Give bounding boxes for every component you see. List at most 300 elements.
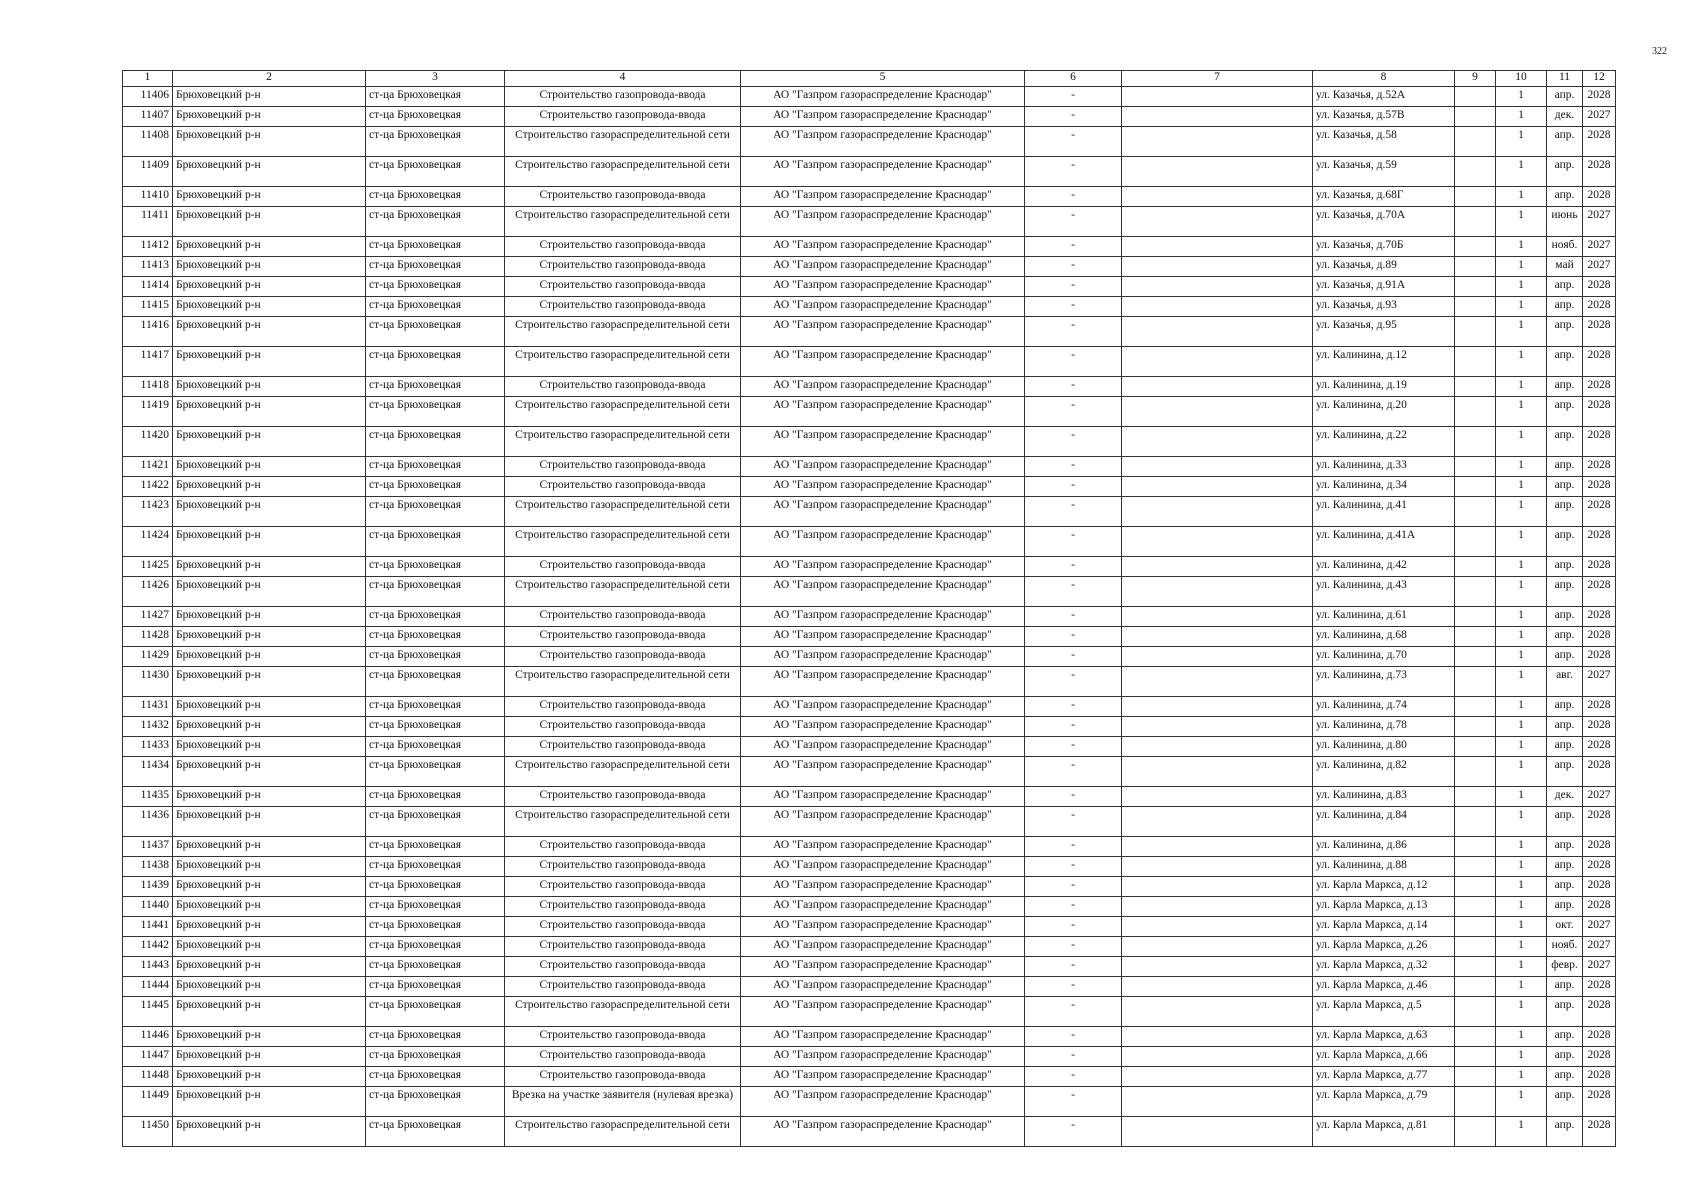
year-cell: 2028 <box>1583 377 1616 397</box>
district-cell: Брюховецкий р-н <box>173 107 366 127</box>
column-9-cell <box>1455 497 1496 527</box>
organization-cell: АО "Газпром газораспределение Краснодар" <box>741 757 1025 787</box>
year-cell: 2028 <box>1583 697 1616 717</box>
settlement-cell: ст-ца Брюховецкая <box>366 917 505 937</box>
quantity-cell: 1 <box>1496 87 1547 107</box>
district-cell: Брюховецкий р-н <box>173 897 366 917</box>
district-cell: Брюховецкий р-н <box>173 157 366 187</box>
organization-cell: АО "Газпром газораспределение Краснодар" <box>741 607 1025 627</box>
column-7-cell <box>1122 317 1313 347</box>
address-cell: ул. Казачья, д.57В <box>1313 107 1455 127</box>
row-number-cell: 11439 <box>123 877 173 897</box>
column-7-cell <box>1122 1087 1313 1117</box>
organization-cell: АО "Газпром газораспределение Краснодар" <box>741 207 1025 237</box>
column-6-cell: - <box>1025 457 1122 477</box>
work-type-cell: Строительство газораспределительной сети <box>505 317 741 347</box>
column-header: 7 <box>1122 71 1313 87</box>
row-number-cell: 11450 <box>123 1117 173 1147</box>
column-6-cell: - <box>1025 187 1122 207</box>
organization-cell: АО "Газпром газораспределение Краснодар" <box>741 427 1025 457</box>
register-table <box>122 70 1616 1147</box>
month-cell: апр. <box>1547 737 1583 757</box>
organization-cell: АО "Газпром газораспределение Краснодар" <box>741 697 1025 717</box>
year-cell: 2027 <box>1583 207 1616 237</box>
column-7-cell <box>1122 277 1313 297</box>
district-cell: Брюховецкий р-н <box>173 957 366 977</box>
quantity-cell: 1 <box>1496 1047 1547 1067</box>
settlement-cell: ст-ца Брюховецкая <box>366 277 505 297</box>
column-9-cell <box>1455 477 1496 497</box>
column-9-cell <box>1455 607 1496 627</box>
column-9-cell <box>1455 937 1496 957</box>
column-7-cell <box>1122 377 1313 397</box>
column-7-cell <box>1122 1067 1313 1087</box>
district-cell: Брюховецкий р-н <box>173 477 366 497</box>
column-9-cell <box>1455 87 1496 107</box>
column-6-cell: - <box>1025 717 1122 737</box>
settlement-cell: ст-ца Брюховецкая <box>366 577 505 607</box>
year-cell: 2028 <box>1583 577 1616 607</box>
settlement-cell: ст-ца Брюховецкая <box>366 897 505 917</box>
settlement-cell: ст-ца Брюховецкая <box>366 527 505 557</box>
settlement-cell: ст-ца Брюховецкая <box>366 187 505 207</box>
column-7-cell <box>1122 857 1313 877</box>
organization-cell: АО "Газпром газораспределение Краснодар" <box>741 187 1025 207</box>
district-cell: Брюховецкий р-н <box>173 497 366 527</box>
address-cell: ул. Карла Маркса, д.66 <box>1313 1047 1455 1067</box>
month-cell: апр. <box>1547 187 1583 207</box>
month-cell: апр. <box>1547 477 1583 497</box>
address-cell: ул. Калинина, д.19 <box>1313 377 1455 397</box>
district-cell: Брюховецкий р-н <box>173 717 366 737</box>
quantity-cell: 1 <box>1496 317 1547 347</box>
work-type-cell: Строительство газопровода-ввода <box>505 607 741 627</box>
settlement-cell: ст-ца Брюховецкая <box>366 1047 505 1067</box>
column-7-cell <box>1122 787 1313 807</box>
organization-cell: АО "Газпром газораспределение Краснодар" <box>741 937 1025 957</box>
table-row <box>123 557 1616 577</box>
organization-cell: АО "Газпром газораспределение Краснодар" <box>741 1047 1025 1067</box>
column-7-cell <box>1122 1117 1313 1147</box>
quantity-cell: 1 <box>1496 877 1547 897</box>
settlement-cell: ст-ца Брюховецкая <box>366 607 505 627</box>
address-cell: ул. Казачья, д.70Б <box>1313 237 1455 257</box>
address-cell: ул. Казачья, д.68Г <box>1313 187 1455 207</box>
work-type-cell: Врезка на участке заявителя (нулевая врезка) <box>505 1087 741 1117</box>
month-cell: апр. <box>1547 127 1583 157</box>
settlement-cell: ст-ца Брюховецкая <box>366 997 505 1027</box>
column-7-cell <box>1122 257 1313 277</box>
table-row <box>123 497 1616 527</box>
organization-cell: АО "Газпром газораспределение Краснодар" <box>741 477 1025 497</box>
column-7-cell <box>1122 897 1313 917</box>
district-cell: Брюховецкий р-н <box>173 457 366 477</box>
row-number-cell: 11413 <box>123 257 173 277</box>
settlement-cell: ст-ца Брюховецкая <box>366 157 505 187</box>
address-cell: ул. Карла Маркса, д.77 <box>1313 1067 1455 1087</box>
column-6-cell: - <box>1025 87 1122 107</box>
address-cell: ул. Карла Маркса, д.81 <box>1313 1117 1455 1147</box>
district-cell: Брюховецкий р-н <box>173 877 366 897</box>
quantity-cell: 1 <box>1496 127 1547 157</box>
table-row <box>123 577 1616 607</box>
year-cell: 2027 <box>1583 787 1616 807</box>
column-7-cell <box>1122 527 1313 557</box>
address-cell: ул. Карла Маркса, д.79 <box>1313 1087 1455 1117</box>
work-type-cell: Строительство газопровода-ввода <box>505 1027 741 1047</box>
table-row <box>123 427 1616 457</box>
year-cell: 2028 <box>1583 477 1616 497</box>
work-type-cell: Строительство газопровода-ввода <box>505 837 741 857</box>
organization-cell: АО "Газпром газораспределение Краснодар" <box>741 977 1025 997</box>
column-6-cell: - <box>1025 377 1122 397</box>
column-9-cell <box>1455 317 1496 347</box>
column-9-cell <box>1455 457 1496 477</box>
column-9-cell <box>1455 897 1496 917</box>
column-9-cell <box>1455 277 1496 297</box>
address-cell: ул. Карла Маркса, д.32 <box>1313 957 1455 977</box>
work-type-cell: Строительство газопровода-ввода <box>505 977 741 997</box>
work-type-cell: Строительство газораспределительной сети <box>505 127 741 157</box>
row-number-cell: 11417 <box>123 347 173 377</box>
work-type-cell: Строительство газопровода-ввода <box>505 787 741 807</box>
address-cell: ул. Калинина, д.43 <box>1313 577 1455 607</box>
table-row <box>123 347 1616 377</box>
row-number-cell: 11434 <box>123 757 173 787</box>
table-row <box>123 897 1616 917</box>
table-row <box>123 977 1616 997</box>
year-cell: 2028 <box>1583 607 1616 627</box>
work-type-cell: Строительство газопровода-ввода <box>505 897 741 917</box>
row-number-cell: 11437 <box>123 837 173 857</box>
column-6-cell: - <box>1025 557 1122 577</box>
address-cell: ул. Калинина, д.41А <box>1313 527 1455 557</box>
row-number-cell: 11411 <box>123 207 173 237</box>
row-number-cell: 11410 <box>123 187 173 207</box>
month-cell: май <box>1547 257 1583 277</box>
district-cell: Брюховецкий р-н <box>173 757 366 787</box>
row-number-cell: 11425 <box>123 557 173 577</box>
column-9-cell <box>1455 427 1496 457</box>
year-cell: 2027 <box>1583 917 1616 937</box>
column-6-cell: - <box>1025 1087 1122 1117</box>
organization-cell: АО "Газпром газораспределение Краснодар" <box>741 347 1025 377</box>
quantity-cell: 1 <box>1496 997 1547 1027</box>
work-type-cell: Строительство газопровода-ввода <box>505 297 741 317</box>
quantity-cell: 1 <box>1496 237 1547 257</box>
work-type-cell: Строительство газопровода-ввода <box>505 737 741 757</box>
row-number-cell: 11412 <box>123 237 173 257</box>
year-cell: 2028 <box>1583 557 1616 577</box>
year-cell: 2028 <box>1583 877 1616 897</box>
district-cell: Брюховецкий р-н <box>173 787 366 807</box>
column-9-cell <box>1455 527 1496 557</box>
month-cell: апр. <box>1547 457 1583 477</box>
address-cell: ул. Карла Маркса, д.46 <box>1313 977 1455 997</box>
settlement-cell: ст-ца Брюховецкая <box>366 297 505 317</box>
month-cell: апр. <box>1547 157 1583 187</box>
column-9-cell <box>1455 717 1496 737</box>
address-cell: ул. Калинина, д.73 <box>1313 667 1455 697</box>
year-cell: 2028 <box>1583 737 1616 757</box>
settlement-cell: ст-ца Брюховецкая <box>366 977 505 997</box>
column-6-cell: - <box>1025 937 1122 957</box>
column-6-cell: - <box>1025 1027 1122 1047</box>
address-cell: ул. Калинина, д.82 <box>1313 757 1455 787</box>
quantity-cell: 1 <box>1496 667 1547 697</box>
column-6-cell: - <box>1025 237 1122 257</box>
address-cell: ул. Калинина, д.68 <box>1313 627 1455 647</box>
column-7-cell <box>1122 157 1313 187</box>
month-cell: апр. <box>1547 627 1583 647</box>
year-cell: 2028 <box>1583 807 1616 837</box>
column-6-cell: - <box>1025 277 1122 297</box>
organization-cell: АО "Газпром газораспределение Краснодар" <box>741 717 1025 737</box>
work-type-cell: Строительство газопровода-ввода <box>505 257 741 277</box>
district-cell: Брюховецкий р-н <box>173 557 366 577</box>
settlement-cell: ст-ца Брюховецкая <box>366 557 505 577</box>
month-cell: нояб. <box>1547 937 1583 957</box>
work-type-cell: Строительство газопровода-ввода <box>505 697 741 717</box>
settlement-cell: ст-ца Брюховецкая <box>366 757 505 787</box>
row-number-cell: 11422 <box>123 477 173 497</box>
month-cell: апр. <box>1547 697 1583 717</box>
settlement-cell: ст-ца Брюховецкая <box>366 397 505 427</box>
table-row <box>123 277 1616 297</box>
organization-cell: АО "Газпром газораспределение Краснодар" <box>741 897 1025 917</box>
settlement-cell: ст-ца Брюховецкая <box>366 497 505 527</box>
column-7-cell <box>1122 937 1313 957</box>
column-7-cell <box>1122 187 1313 207</box>
year-cell: 2028 <box>1583 87 1616 107</box>
district-cell: Брюховецкий р-н <box>173 647 366 667</box>
district-cell: Брюховецкий р-н <box>173 837 366 857</box>
column-header: 6 <box>1025 71 1122 87</box>
month-cell: апр. <box>1547 397 1583 427</box>
quantity-cell: 1 <box>1496 1027 1547 1047</box>
table-row <box>123 807 1616 837</box>
work-type-cell: Строительство газораспределительной сети <box>505 527 741 557</box>
month-cell: апр. <box>1547 757 1583 787</box>
organization-cell: АО "Газпром газораспределение Краснодар" <box>741 667 1025 697</box>
column-9-cell <box>1455 157 1496 187</box>
work-type-cell: Строительство газораспределительной сети <box>505 807 741 837</box>
organization-cell: АО "Газпром газораспределение Краснодар" <box>741 527 1025 557</box>
work-type-cell: Строительство газораспределительной сети <box>505 577 741 607</box>
address-cell: ул. Карла Маркса, д.26 <box>1313 937 1455 957</box>
row-number-cell: 11447 <box>123 1047 173 1067</box>
work-type-cell: Строительство газопровода-ввода <box>505 957 741 977</box>
district-cell: Брюховецкий р-н <box>173 317 366 347</box>
district-cell: Брюховецкий р-н <box>173 1067 366 1087</box>
year-cell: 2028 <box>1583 977 1616 997</box>
organization-cell: АО "Газпром газораспределение Краснодар" <box>741 557 1025 577</box>
table-row <box>123 187 1616 207</box>
settlement-cell: ст-ца Брюховецкая <box>366 1087 505 1117</box>
address-cell: ул. Калинина, д.70 <box>1313 647 1455 667</box>
organization-cell: АО "Газпром газораспределение Краснодар" <box>741 107 1025 127</box>
column-9-cell <box>1455 877 1496 897</box>
table-row <box>123 317 1616 347</box>
column-header: 2 <box>173 71 366 87</box>
row-number-cell: 11407 <box>123 107 173 127</box>
month-cell: апр. <box>1547 497 1583 527</box>
year-cell: 2027 <box>1583 257 1616 277</box>
column-7-cell <box>1122 497 1313 527</box>
column-7-cell <box>1122 647 1313 667</box>
table-row <box>123 457 1616 477</box>
district-cell: Брюховецкий р-н <box>173 917 366 937</box>
column-6-cell: - <box>1025 297 1122 317</box>
quantity-cell: 1 <box>1496 157 1547 187</box>
address-cell: ул. Калинина, д.61 <box>1313 607 1455 627</box>
column-9-cell <box>1455 257 1496 277</box>
address-cell: ул. Калинина, д.78 <box>1313 717 1455 737</box>
address-cell: ул. Калинина, д.20 <box>1313 397 1455 427</box>
year-cell: 2028 <box>1583 297 1616 317</box>
month-cell: апр. <box>1547 427 1583 457</box>
column-9-cell <box>1455 857 1496 877</box>
address-cell: ул. Карла Маркса, д.63 <box>1313 1027 1455 1047</box>
quantity-cell: 1 <box>1496 957 1547 977</box>
table-row <box>123 1027 1616 1047</box>
organization-cell: АО "Газпром газораспределение Краснодар" <box>741 377 1025 397</box>
month-cell: дек. <box>1547 787 1583 807</box>
table-row <box>123 527 1616 557</box>
district-cell: Брюховецкий р-н <box>173 977 366 997</box>
organization-cell: АО "Газпром газораспределение Краснодар" <box>741 857 1025 877</box>
table-row <box>123 127 1616 157</box>
row-number-cell: 11414 <box>123 277 173 297</box>
column-7-cell <box>1122 877 1313 897</box>
settlement-cell: ст-ца Брюховецкая <box>366 697 505 717</box>
month-cell: апр. <box>1547 1027 1583 1047</box>
column-9-cell <box>1455 667 1496 697</box>
district-cell: Брюховецкий р-н <box>173 207 366 237</box>
column-6-cell: - <box>1025 427 1122 457</box>
year-cell: 2028 <box>1583 897 1616 917</box>
settlement-cell: ст-ца Брюховецкая <box>366 457 505 477</box>
work-type-cell: Строительство газопровода-ввода <box>505 937 741 957</box>
column-9-cell <box>1455 1117 1496 1147</box>
row-number-cell: 11419 <box>123 397 173 427</box>
quantity-cell: 1 <box>1496 857 1547 877</box>
column-7-cell <box>1122 477 1313 497</box>
column-9-cell <box>1455 577 1496 607</box>
year-cell: 2028 <box>1583 647 1616 667</box>
month-cell: апр. <box>1547 377 1583 397</box>
column-9-cell <box>1455 697 1496 717</box>
row-number-cell: 11444 <box>123 977 173 997</box>
district-cell: Брюховецкий р-н <box>173 187 366 207</box>
address-cell: ул. Казачья, д.93 <box>1313 297 1455 317</box>
organization-cell: АО "Газпром газораспределение Краснодар" <box>741 1067 1025 1087</box>
district-cell: Брюховецкий р-н <box>173 427 366 457</box>
address-cell: ул. Казачья, д.59 <box>1313 157 1455 187</box>
table-row <box>123 297 1616 317</box>
row-number-cell: 11442 <box>123 937 173 957</box>
settlement-cell: ст-ца Брюховецкая <box>366 667 505 697</box>
work-type-cell: Строительство газопровода-ввода <box>505 1047 741 1067</box>
column-6-cell: - <box>1025 787 1122 807</box>
work-type-cell: Строительство газопровода-ввода <box>505 87 741 107</box>
row-number-cell: 11440 <box>123 897 173 917</box>
table-body <box>123 87 1616 1147</box>
district-cell: Брюховецкий р-н <box>173 737 366 757</box>
month-cell: дек. <box>1547 107 1583 127</box>
column-6-cell: - <box>1025 1117 1122 1147</box>
column-9-cell <box>1455 1047 1496 1067</box>
table-row <box>123 737 1616 757</box>
district-cell: Брюховецкий р-н <box>173 857 366 877</box>
work-type-cell: Строительство газопровода-ввода <box>505 857 741 877</box>
address-cell: ул. Калинина, д.86 <box>1313 837 1455 857</box>
month-cell: февр. <box>1547 957 1583 977</box>
settlement-cell: ст-ца Брюховецкая <box>366 107 505 127</box>
quantity-cell: 1 <box>1496 277 1547 297</box>
column-header: 1 <box>123 71 173 87</box>
quantity-cell: 1 <box>1496 207 1547 237</box>
month-cell: апр. <box>1547 317 1583 347</box>
quantity-cell: 1 <box>1496 1067 1547 1087</box>
settlement-cell: ст-ца Брюховецкая <box>366 807 505 837</box>
year-cell: 2027 <box>1583 957 1616 977</box>
month-cell: апр. <box>1547 877 1583 897</box>
address-cell: ул. Казачья, д.89 <box>1313 257 1455 277</box>
quantity-cell: 1 <box>1496 527 1547 557</box>
column-6-cell: - <box>1025 397 1122 427</box>
quantity-cell: 1 <box>1496 647 1547 667</box>
district-cell: Брюховецкий р-н <box>173 297 366 317</box>
year-cell: 2028 <box>1583 347 1616 377</box>
settlement-cell: ст-ца Брюховецкая <box>366 377 505 397</box>
column-9-cell <box>1455 187 1496 207</box>
column-6-cell: - <box>1025 647 1122 667</box>
column-9-cell <box>1455 757 1496 787</box>
table-row <box>123 237 1616 257</box>
table-row <box>123 697 1616 717</box>
column-header: 5 <box>741 71 1025 87</box>
organization-cell: АО "Газпром газораспределение Краснодар" <box>741 1117 1025 1147</box>
address-cell: ул. Карла Маркса, д.14 <box>1313 917 1455 937</box>
year-cell: 2028 <box>1583 627 1616 647</box>
organization-cell: АО "Газпром газораспределение Краснодар" <box>741 627 1025 647</box>
row-number-cell: 11421 <box>123 457 173 477</box>
organization-cell: АО "Газпром газораспределение Краснодар" <box>741 917 1025 937</box>
column-7-cell <box>1122 557 1313 577</box>
settlement-cell: ст-ца Брюховецкая <box>366 237 505 257</box>
work-type-cell: Строительство газопровода-ввода <box>505 627 741 647</box>
district-cell: Брюховецкий р-н <box>173 667 366 697</box>
settlement-cell: ст-ца Брюховецкая <box>366 857 505 877</box>
column-7-cell <box>1122 1047 1313 1067</box>
table-row <box>123 627 1616 647</box>
district-cell: Брюховецкий р-н <box>173 257 366 277</box>
column-6-cell: - <box>1025 497 1122 527</box>
address-cell: ул. Калинина, д.83 <box>1313 787 1455 807</box>
row-number-cell: 11429 <box>123 647 173 667</box>
column-6-cell: - <box>1025 997 1122 1027</box>
row-number-cell: 11432 <box>123 717 173 737</box>
district-cell: Брюховецкий р-н <box>173 807 366 837</box>
table-row <box>123 837 1616 857</box>
address-cell: ул. Калинина, д.22 <box>1313 427 1455 457</box>
organization-cell: АО "Газпром газораспределение Краснодар" <box>741 647 1025 667</box>
column-7-cell <box>1122 1027 1313 1047</box>
quantity-cell: 1 <box>1496 257 1547 277</box>
column-9-cell <box>1455 377 1496 397</box>
column-7-cell <box>1122 347 1313 377</box>
